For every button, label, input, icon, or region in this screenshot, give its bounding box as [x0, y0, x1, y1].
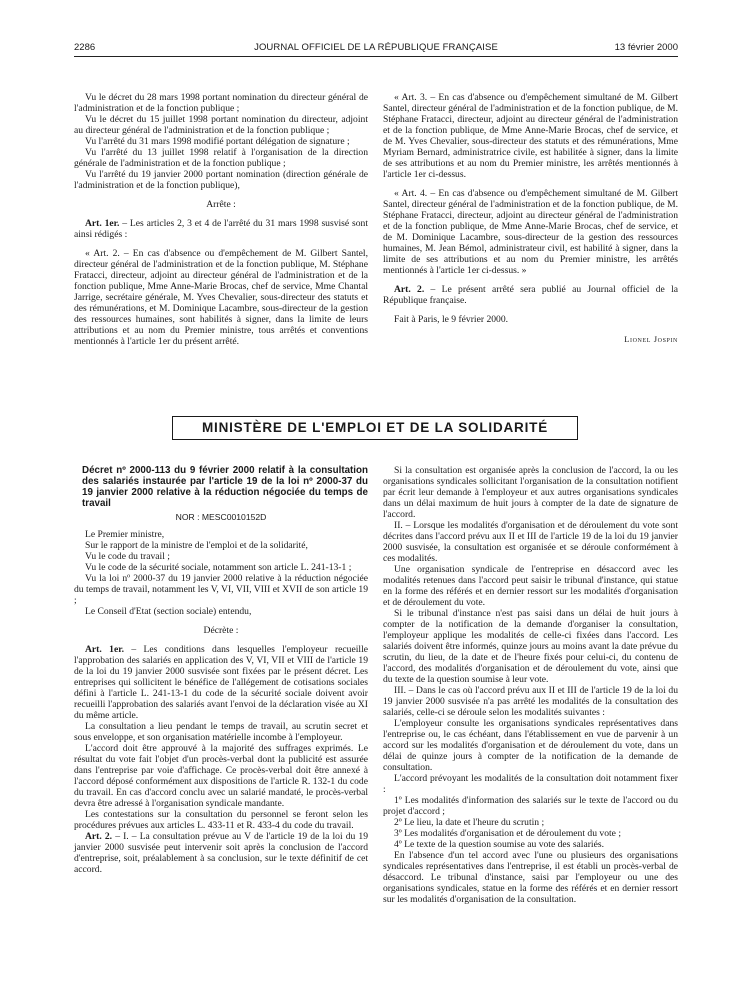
decree-paragraph: Si la consultation est organisée après la conclusion de l'accord, la ou les organisations syndicales sollicitant l'organisation de la consultation notifient par écrit leur demande à l'employeur et aux autres organisations syndicales dans un délai maximum de huit jours à compter de la date de signature de l'accord. — [383, 465, 678, 520]
article-label: Art. 2. — [394, 284, 425, 295]
decree-paragraph: L'employeur consulte les organisations syndicales représentatives dans l'entreprise ou, le cas échéant, dans l'établissement en vue de parvenir à un accord sur les modalités d'organisation et de déroulement du vote, dans un délai de quinze jours à compter de la notification de la demande de consultation. — [383, 718, 678, 773]
decree-paragraph: Le Conseil d'Etat (section sociale) entendu, — [85, 606, 252, 617]
decree-paragraph: Vu le code du travail ; — [85, 551, 170, 562]
top-left-column — [74, 92, 368, 347]
decree-paragraph: Vu le code de la sécurité sociale, notamment son article L. 241-13-1 ; — [85, 562, 352, 573]
vu-paragraph: Vu l'arrêté du 13 juillet 1998 relatif à l'organisation de la direction générale de l'administration et de la fonction publique ; — [74, 147, 368, 169]
decree-paragraph: Vu la loi nº 2000-37 du 19 janvier 2000 relative à la réduction négociée du temps de travail, notamment les V, VI, VII, VIII et XVII de son article 19 ; — [74, 573, 368, 606]
article-label: Art. 1er. — [85, 644, 124, 655]
article-label: Art. 1er. — [85, 218, 120, 229]
decree-title: Décret nº 2000-113 du 9 février 2000 relatif à la consultation des salariés instaurée par l'article 19 de la loi nº 2000-37 du 19 janvier 2000 relative à la réduction négociée du temps de travail — [82, 465, 368, 509]
decree-paragraph: L'accord doit être approuvé à la majorité des suffrages exprimés. Le résultat du vote fait l'objet d'un procès-verbal dont la publicité est assurée dans l'entreprise par voie d'affichage. Ce procès-verbal doit être annexé à l'accord déposé conformément aux dispositions de l'article R. 132-1 du code du travail. En cas d'accord conclu avec un salarié mandaté, le procès-verbal devra être adressé à l'organisation syndicale mandante. — [74, 743, 368, 809]
article-text: – Les articles 2, 3 et 4 de l'arrêté du 31 mars 1998 susvisé sont ainsi rédigés : — [74, 218, 368, 240]
vu-paragraph: Vu l'arrêté du 31 mars 1998 modifié portant délégation de signature ; — [85, 136, 350, 147]
article-label: Art. 2. — [85, 831, 113, 842]
decree-article-1 — [74, 644, 368, 721]
page-header — [74, 42, 678, 56]
list-item: 3º Les modalités d'organisation et de déroulement du vote ; — [394, 828, 621, 839]
signature: Lionel Jospin — [624, 334, 678, 344]
decree-left-column — [74, 465, 368, 875]
header-rule — [74, 56, 678, 57]
vu-paragraph: Vu l'arrêté du 19 janvier 2000 portant nomination (direction générale de l'administration et de la fonction publique), — [74, 169, 368, 191]
article-1 — [74, 218, 368, 240]
decree-paragraph: La consultation a lieu pendant le temps de travail, au scrutin secret et sous enveloppe, et son organisation matérielle incombe à l'employeur. — [74, 721, 368, 743]
issue-date: 13 février 2000 — [614, 42, 678, 53]
quoted-article-4: « Art. 4. – En cas d'absence ou d'empêchement simultané de M. Gilbert Santel, directeur général de l'administration et de la fonction publique, de M. Stéphane Fratacci, directeur, adjoint au directeur général de l'administration et de la fonction publique, de Mme Anne-Marie Brocas, chef de service, et de M. Dominique Lacambre, sous-directeur de la gestion des ressources humaines, M. Jean Bémol, administrateur civil, est habilité à signer, dans la limite de ses attributions et au nom du Premier ministre, les arrêtés mentionnés à l'article 1er ci-dessus. » — [383, 188, 678, 276]
decree-paragraph: Les contestations sur la consultation du personnel se feront selon les procédures prévues aux articles L. 433-11 et R. 433-4 du code du travail. — [74, 809, 368, 831]
decree-paragraph: Le Premier ministre, — [85, 529, 165, 540]
decree-paragraph: III. – Dans le cas où l'accord prévu aux II et III de l'article 19 de la loi du 19 janvier 2000 susvisée n'a pas arrêté les modalités de la consultation des salariés, celle-ci se déroule selon les modalités suivantes : — [383, 685, 678, 718]
decree-paragraph: En l'absence d'un tel accord avec l'une ou plusieurs des organisations syndicales représentatives dans l'entreprise, il est établi un procès-verbal de désaccord. Le tribunal d'instance, saisi par l'employeur ou une des organisations syndicales, statue en la forme des référés et en dernier ressort sur les modalités d'organisation de la consultation. — [383, 850, 678, 905]
list-item: 2º Le lieu, la date et l'heure du scrutin ; — [394, 817, 545, 828]
decrete-heading: Décrète : — [203, 625, 239, 636]
nor-reference: NOR : MESC0010152D — [175, 512, 267, 522]
vu-paragraph: Vu le décret du 28 mars 1998 portant nomination du directeur général de l'administration et de la fonction publique ; — [74, 92, 368, 114]
decree-paragraph: Sur le rapport de la ministre de l'emploi et de la solidarité, — [85, 540, 308, 551]
decree-article-2 — [74, 831, 368, 875]
ministry-banner: MINISTÈRE DE L'EMPLOI ET DE LA SOLIDARITÉ — [172, 416, 578, 440]
list-item: 1º Les modalités d'information des salariés sur le texte de l'accord ou du projet d'accord ; — [383, 795, 678, 817]
quoted-article-3: « Art. 3. – En cas d'absence ou d'empêchement simultané de M. Gilbert Santel, directeur général de l'administration et de la fonction publique, de M. Stéphane Fratacci, directeur, adjoint au directeur général de l'administration et de la fonction publique, de Mme Anne-Marie Brocas, chef de service, et de M. Yves Chevalier, sous-directeur des statuts et des rémunérations, Mme Myriam Bernard, administratrice civile, est habilitée à signer, dans la limite de ses attributions et au nom du Premier ministre, les arrêtés mentionnés à l'article 1er ci-dessus. — [383, 92, 678, 180]
list-item: 4º Le texte de la question soumise au vote des salariés. — [394, 839, 604, 850]
page-number: 2286 — [74, 42, 96, 53]
fait-line: Fait à Paris, le 9 février 2000. — [394, 314, 509, 325]
decree-paragraph: II. – Lorsque les modalités d'organisation et de déroulement du vote sont décrites dans l'accord prévu aux II et III de l'article 19 de la loi du 19 janvier 2000 susvisée, la consultation est organisée et se déroule conformément à ces modalités. — [383, 520, 678, 564]
article-text: – Le présent arrêté sera publié au Journal officiel de la République française. — [383, 284, 679, 306]
quoted-article-2: « Art. 2. – En cas d'absence ou d'empêchement de M. Gilbert Santel, directeur général de l'administration et de la fonction publique, M. Stéphane Fratacci, directeur, adjoint au directeur général de l'administration et de la fonction publique, Mme Anne-Marie Brocas, chef de service, Mme Chantal Jarrige, secrétaire générale, M. Yves Chevalier, sous-directeur des statuts et des rémunérations, et M. Dominique Lacambre, sous-directeur de la gestion des ressources humaines, sont habilités à signer, dans la limite de leurs attributions et au nom du Premier ministre, tous arrêtés et conventions mentionnés à l'article 1er du présent arrêté. — [74, 248, 368, 347]
top-right-column — [383, 92, 678, 345]
article-text: – I. – La consultation prévue au V de l'article 19 de la loi du 19 janvier 2000 susvisée peut intervenir soit après la conclusion de l'accord d'entreprise, soit, préalablement à sa conclusion, sur le texte définitif de cet accord. — [74, 831, 369, 875]
decree-paragraph: Une organisation syndicale de l'entreprise en désaccord avec les modalités retenues dans l'accord peut saisir le tribunal d'instance, qui statue en la forme des référés et en dernier ressort sur les modalités d'organisation et de déroulement du vote. — [383, 564, 678, 608]
decree-right-column — [383, 465, 678, 905]
journal-title: JOURNAL OFFICIEL DE LA RÉPUBLIQUE FRANÇAISE — [254, 42, 498, 53]
decree-paragraph: Si le tribunal d'instance n'est pas saisi dans un délai de huit jours à compter de la notification de la demande d'organiser la consultation, l'employeur applique les modalités de celle-ci fixées dans l'accord. Les salariés doivent être informés, quinze jours au moins avant la date prévue du scrutin, du lieu, de la date et de l'heure fixés pour celui-ci, du contenu de l'accord, des modalités d'organisation et de déroulement du vote, ainsi que du texte de la question soumise à leur vote. — [383, 608, 678, 685]
article-text: – Les conditions dans lesquelles l'employeur recueille l'approbation des salariés en application des V, VI, VII et VIII de l'article 19 de la loi du 19 janvier 2000 susvisée sont fixées par le présent décret. Les entreprises qui sollicitent le bénéfice de l'allégement de cotisations sociales défini à l'article L. 241-13-1 du code de la sécurité sociale doivent avoir recueilli l'approbation des salariés avant l'envoi de la déclaration visée au XI du même article. — [74, 644, 368, 721]
vu-paragraph: Vu le décret du 15 juillet 1998 portant nomination du directeur, adjoint au directeur général de l'administration et de la fonction publique ; — [74, 114, 368, 136]
arrete-heading: Arrête : — [206, 199, 236, 210]
decree-paragraph: L'accord prévoyant les modalités de la consultation doit notamment fixer : — [383, 773, 678, 795]
article-2 — [383, 284, 678, 306]
